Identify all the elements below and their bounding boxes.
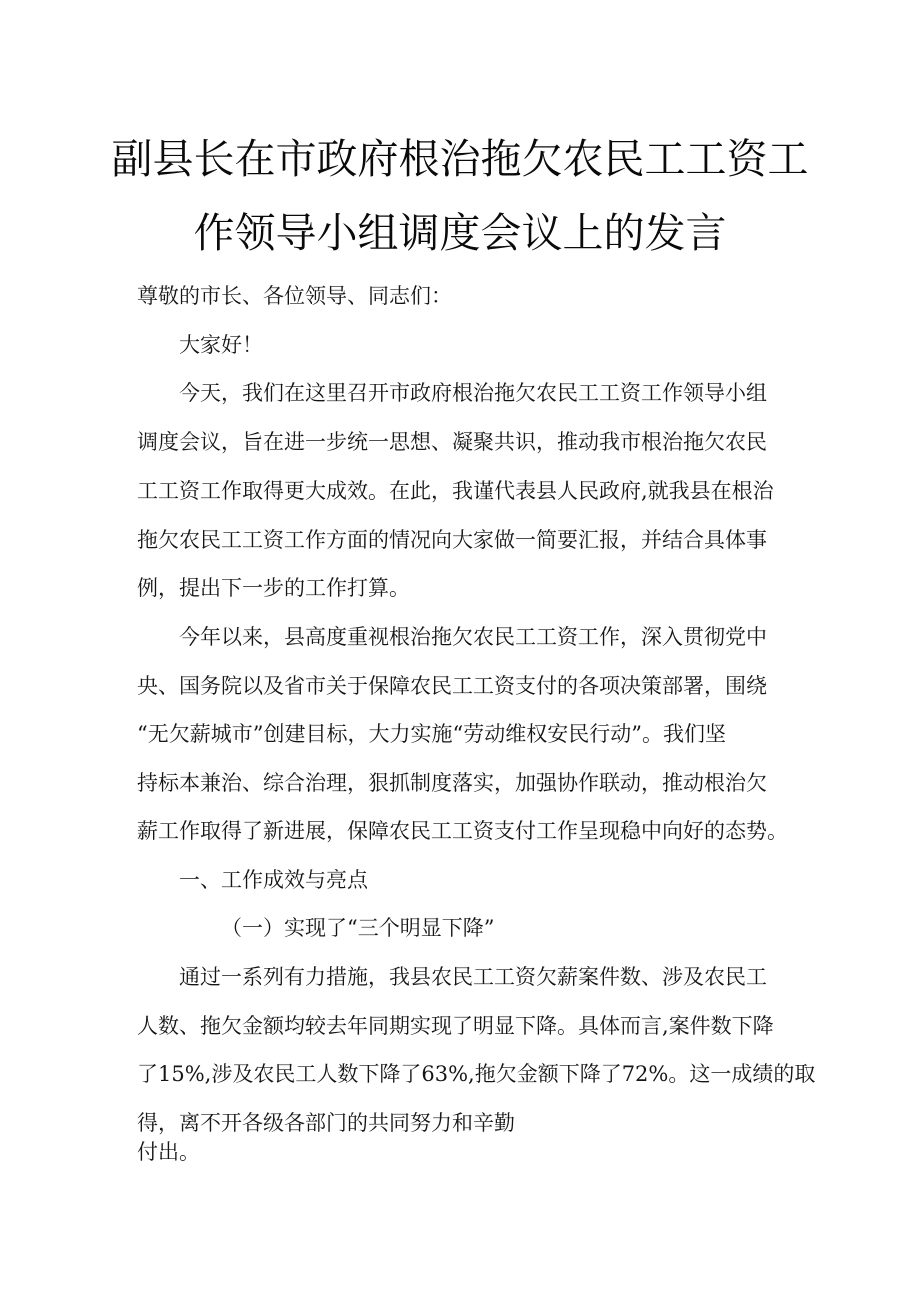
document-title-line-1: 副县长在市政府根治拖欠农民工工资工 bbox=[111, 135, 809, 183]
paragraph-1-line-1: 今天，我们在这里召开市政府根治拖欠农民工工资工作领导小组 bbox=[179, 381, 767, 405]
greeting-line: 大家好！ bbox=[179, 333, 263, 357]
paragraph-3-line-5: 付出。 bbox=[137, 1140, 200, 1164]
paragraph-2-line-2: 央、国务院以及省市关于保障农民工工资支付的各项决策部署，围绕 bbox=[137, 674, 767, 698]
salutation-line: 尊敬的市长、各位领导、同志们： bbox=[137, 284, 452, 308]
paragraph-3-line-2: 人数、拖欠金额均较去年同期实现了明显下降。具体而言,案件数下降 bbox=[137, 1014, 774, 1038]
document-title-line-2: 作领导小组调度会议上的发言 bbox=[193, 209, 727, 257]
paragraph-3-line-3: 了15%,涉及农民工人数下降了63%,拖欠金额下降了72%。这一成绩的取 bbox=[137, 1062, 816, 1086]
paragraph-1-line-5: 例，提出下一步的工作打算。 bbox=[137, 576, 410, 600]
paragraph-2-line-1: 今年以来，县高度重视根治拖欠农民工工资工作，深入贯彻党中 bbox=[179, 625, 767, 649]
paragraph-1-line-4: 拖欠农民工工资工作方面的情况向大家做一简要汇报，并结合具体事 bbox=[137, 528, 767, 552]
paragraph-1-line-2: 调度会议，旨在进一步统一思想、凝聚共识，推动我市根治拖欠农民 bbox=[137, 430, 767, 454]
section-heading-1: 一、工作成效与亮点 bbox=[179, 868, 368, 892]
paragraph-2-line-3: “无欠薪城市”创建目标，大力实施“劳动维权安民行动”。我们坚 bbox=[137, 722, 726, 746]
paragraph-3-line-4: 得，离不开各级各部门的共同努力和辛勤 bbox=[137, 1111, 515, 1135]
paragraph-3-line-1: 通过一系列有力措施，我县农民工工资欠薪案件数、涉及农民工 bbox=[179, 965, 767, 989]
subsection-heading-1: （一）实现了“三个明显下降” bbox=[221, 916, 495, 940]
paragraph-2-line-5: 薪工作取得了新进展，保障农民工工资支付工作呈现稳中向好的态势。 bbox=[137, 819, 788, 843]
paragraph-2-line-4: 持标本兼治、综合治理，狠抓制度落实，加强协作联动，推动根治欠 bbox=[137, 771, 767, 795]
paragraph-1-line-3: 工工资工作取得更大成效。在此，我谨代表县人民政府,就我县在根治 bbox=[137, 479, 774, 503]
